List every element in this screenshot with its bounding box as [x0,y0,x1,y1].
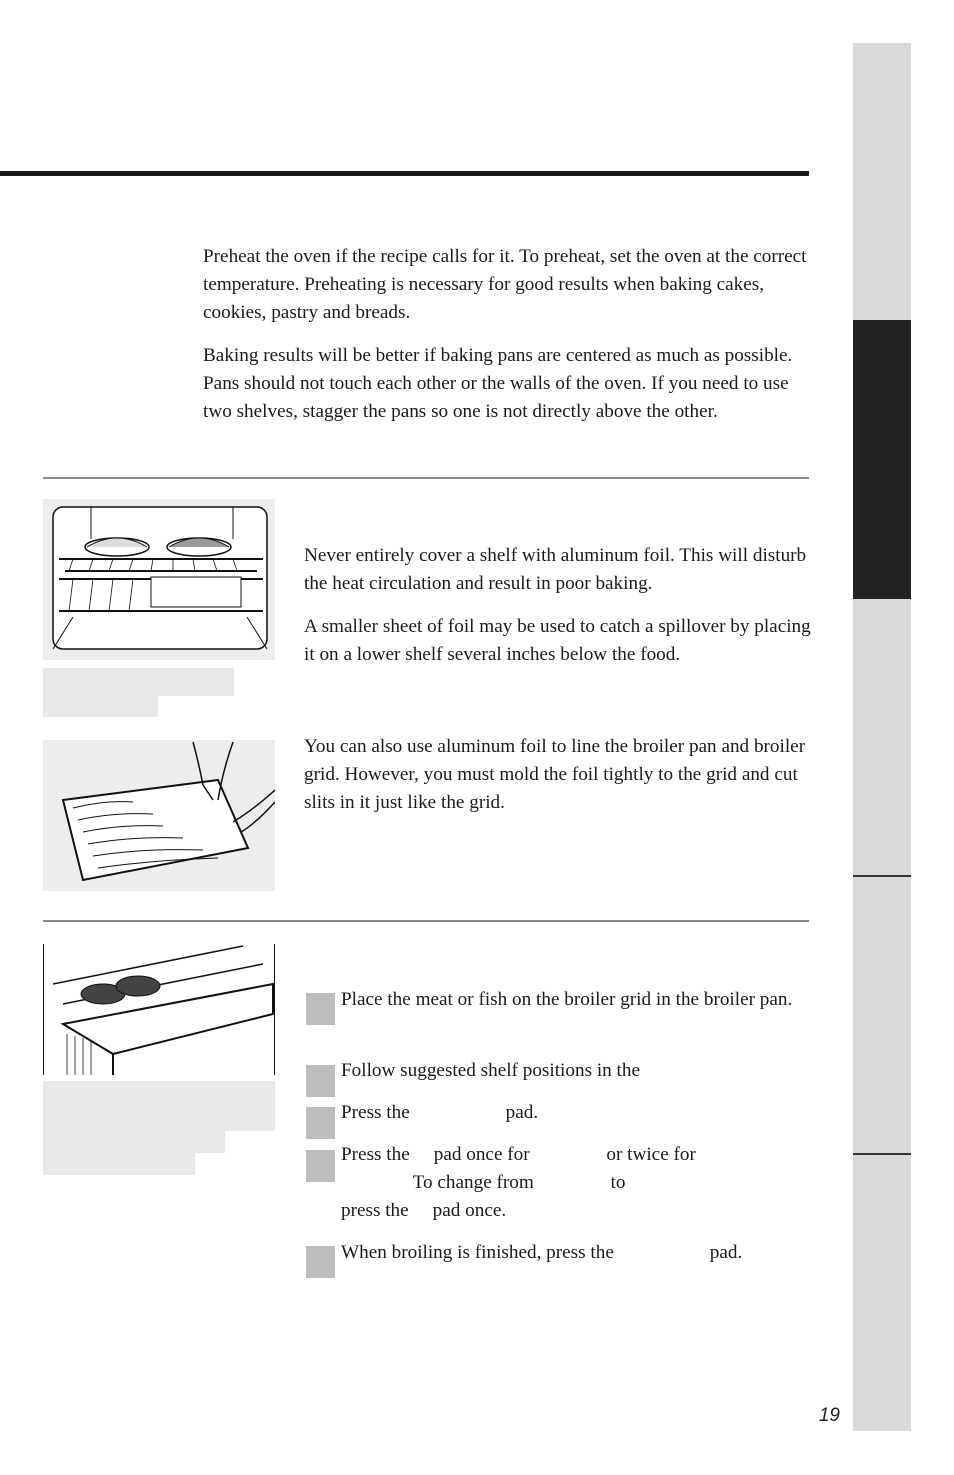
section-tab-strip [853,43,911,1431]
broil-step: Press the pad once for or twice for To change from to press the pad once. [341,1144,696,1221]
broiler-foil-paragraph: You can also use aluminum foil to line the broiler pan and broiler grid. However, you must mold the foil tightly to the grid and cut slits in it just like the grid. [304,736,806,813]
section-divider [43,920,809,922]
header-rule [0,171,809,176]
broiler-foil-illustration [43,740,275,891]
section-divider [43,477,809,479]
broil-step: When broiling is finished, press the pad. [341,1242,743,1263]
active-section-tab [853,320,911,599]
tab-divider [853,875,911,877]
broil-step: Follow suggested shelf positions in the [341,1060,640,1081]
step-number-box [306,1107,335,1139]
foil-spillover-paragraph: A smaller sheet of foil may be used to catch a spillover by placing it on a lower shelf several inches below the food. [304,616,811,665]
tab-divider [853,1153,911,1155]
figure-caption-block [43,1081,275,1131]
page-number: 19 [818,1405,840,1426]
broil-step: Press the pad. [341,1102,539,1123]
figure-caption-block [43,1131,225,1153]
step-number-box [306,993,335,1025]
broil-step: Place the meat or fish on the broiler grid in the broiler pan. [341,989,793,1010]
foil-warning-paragraph: Never entirely cover a shelf with aluminum foil. This will disturb the heat circulation and result in poor baking. [304,545,807,594]
figure-caption-block [43,668,234,696]
figure-caption-block [43,696,158,717]
step-number-box [306,1150,335,1182]
step-number-box [306,1246,335,1278]
broiler-drawer-illustration [43,944,275,1075]
step-number-box [306,1065,335,1097]
preheat-paragraph: Preheat the oven if the recipe calls for it. To preheat, set the oven at the correct temperature. Preheating is necessary for good results when baking cakes, cookies, pastry and breads. [203,246,807,323]
figure-caption-block [43,1153,195,1175]
pan-placement-paragraph: Baking results will be better if baking pans are centered as much as possible. Pans should not touch each other or the walls of the oven. If you need to use two shelves, stagger the pans so one is not directly above the other. [203,345,793,422]
oven-shelves-illustration [43,499,275,660]
